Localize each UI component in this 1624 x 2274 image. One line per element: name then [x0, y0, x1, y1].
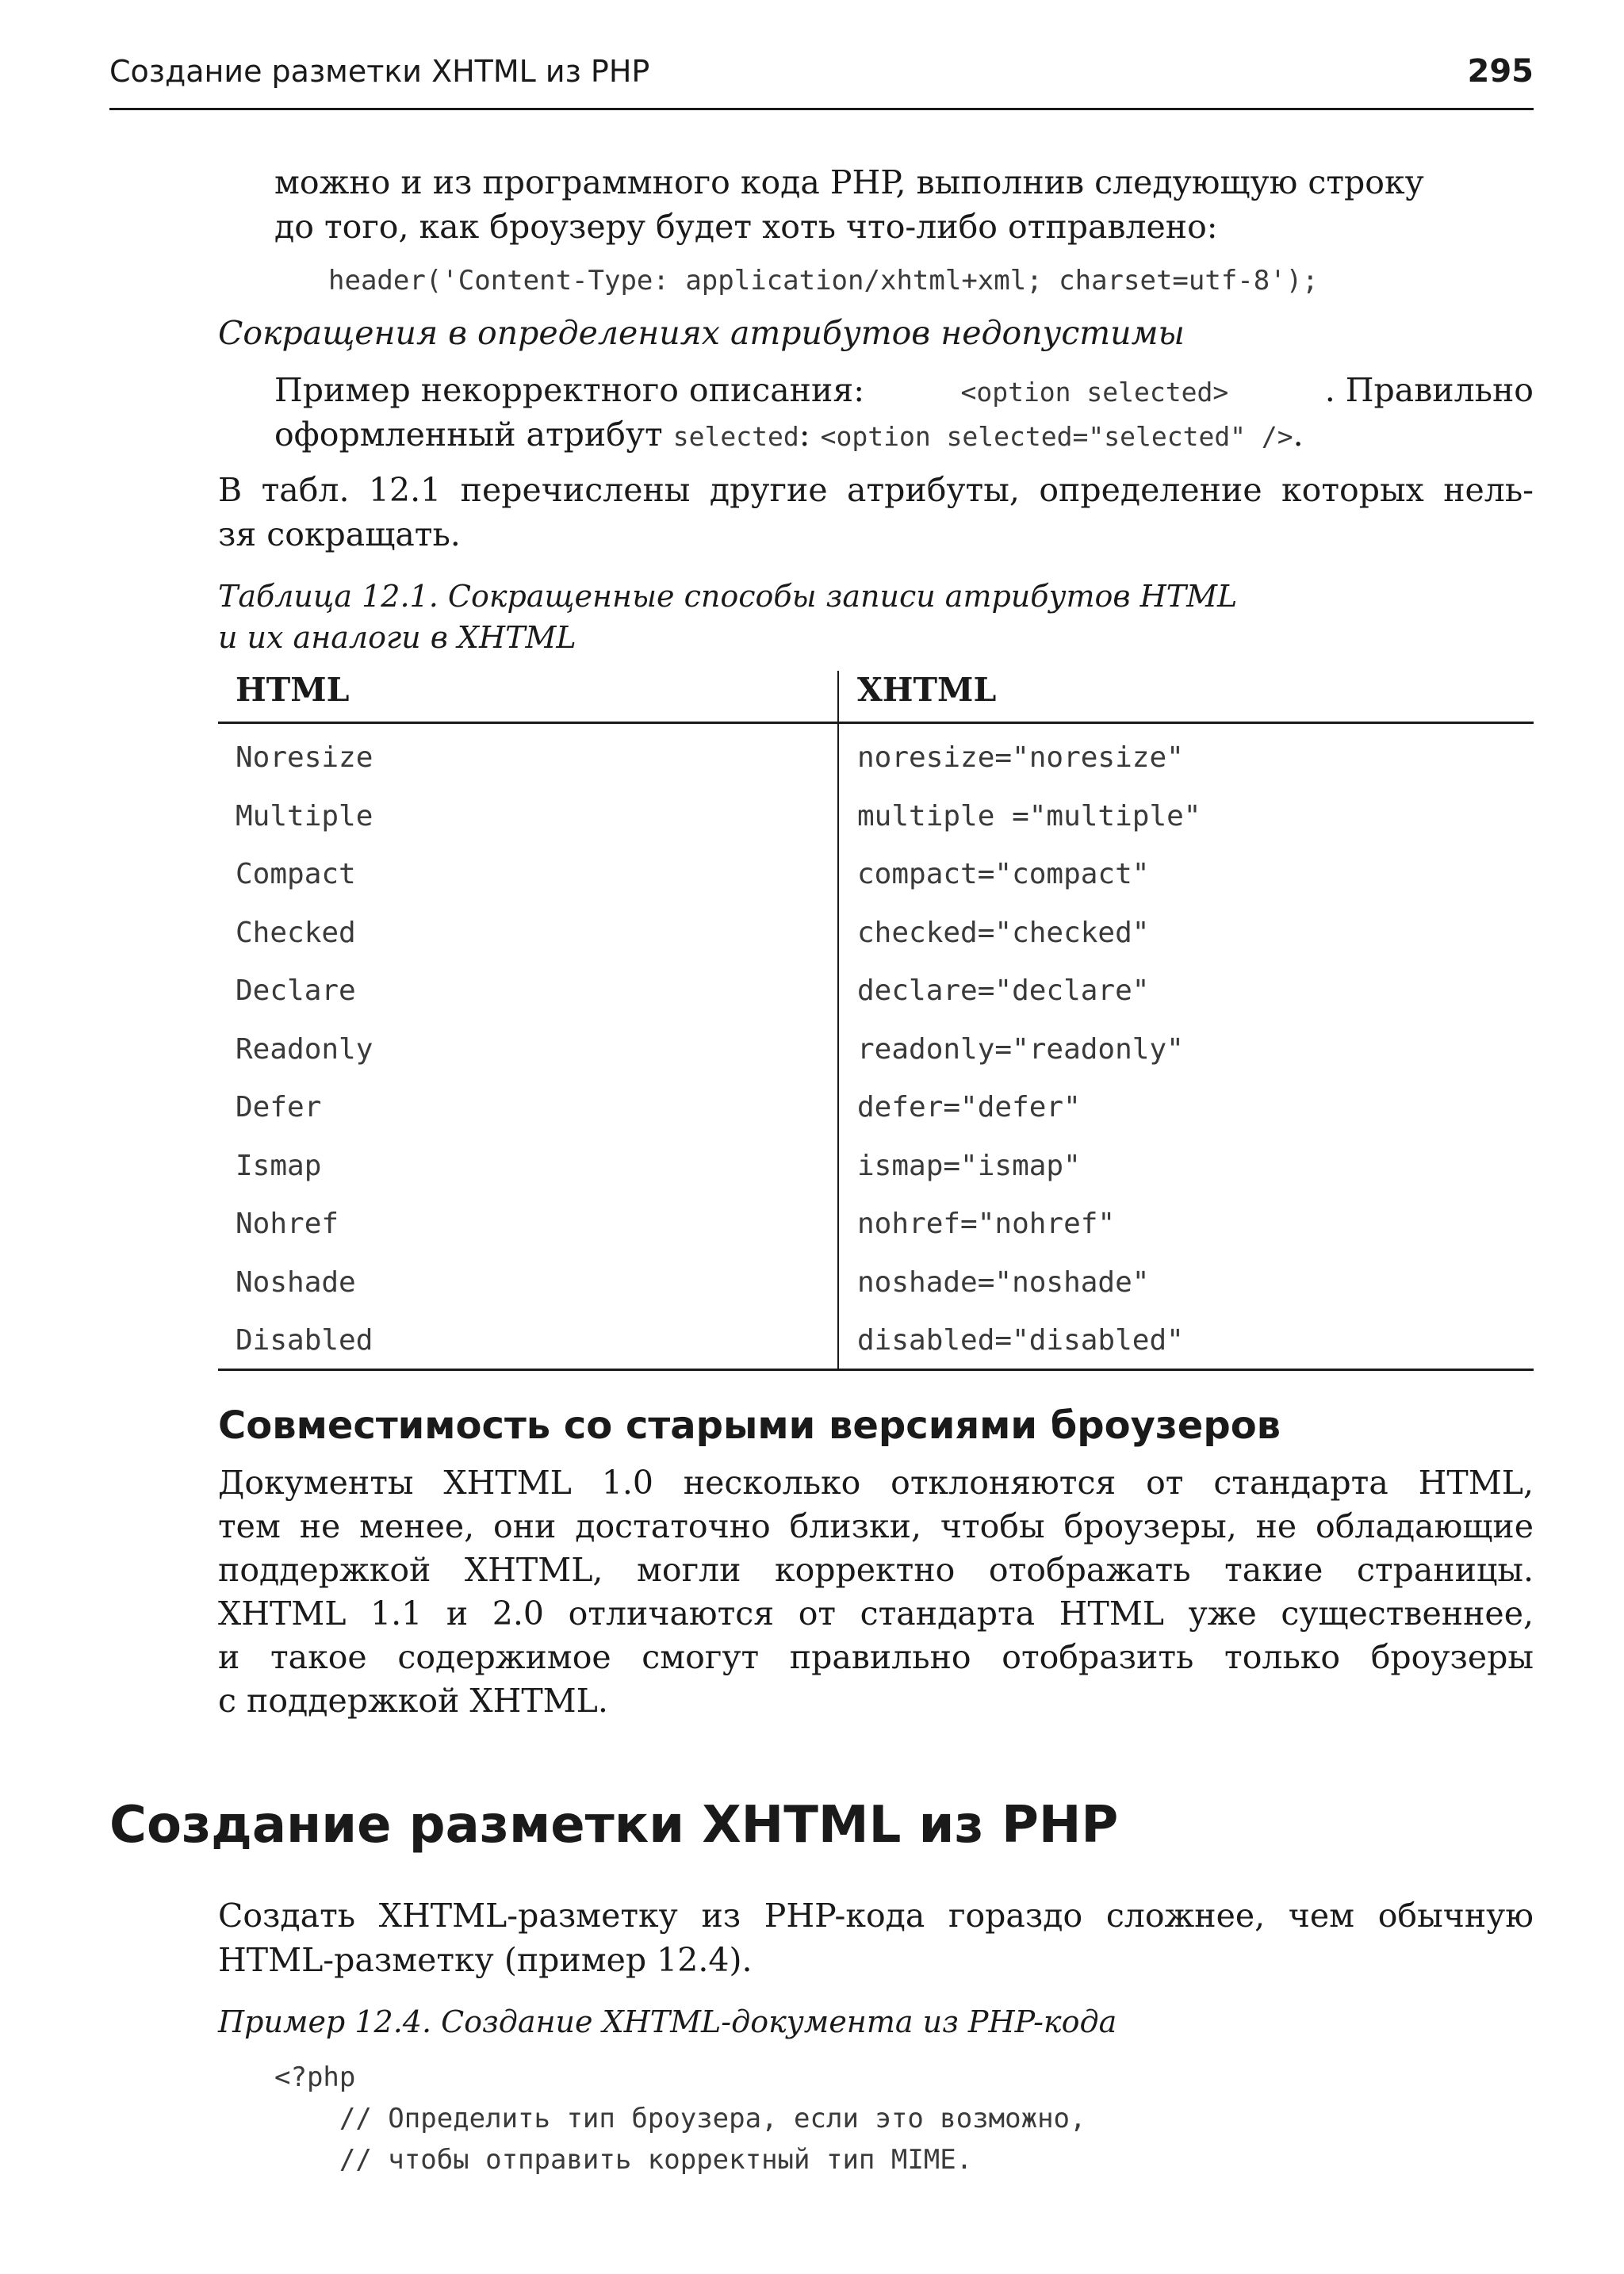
table-cell-html: Checked [236, 916, 356, 949]
table-cell-xhtml: defer="defer" [857, 1091, 1081, 1124]
rule-body-text-4: : [799, 415, 810, 454]
table-cell-html: Ismap [236, 1149, 322, 1182]
rule-body-text-2: . Правильно [1324, 371, 1534, 409]
table-cell-xhtml: noresize="noresize" [857, 741, 1184, 774]
table-cell-xhtml: checked="checked" [857, 916, 1150, 949]
table-cell-html: Multiple [236, 799, 373, 833]
table-bottom-rule [218, 1369, 1534, 1371]
php-section-line-1: Создать XHTML-разметку из PHP-кода гораздо сложнее, чем обычную [218, 1897, 1534, 1935]
rule-heading: Сокращения в определениях атрибутов недопустимы [218, 314, 1185, 352]
compat-line: Документы XHTML 1.0 несколько отклоняются от стандарта HTML, [218, 1464, 1534, 1502]
rule-body-text-1: Пример некорректного описания: [274, 371, 865, 409]
table-caption-line-2: и их аналоги в XHTML [218, 620, 576, 655]
compat-line: XHTML 1.1 и 2.0 отличаются от стандарта HTML уже существеннее, [218, 1594, 1534, 1633]
rule-body-line-1 [274, 368, 1534, 415]
compat-line: поддержкой XHTML, могли корректно отображать такие страницы. [218, 1551, 1534, 1589]
table-header-rule [218, 722, 1534, 724]
table-cell-html: Noshade [236, 1265, 356, 1299]
table-cell-xhtml: noshade="noshade" [857, 1265, 1150, 1299]
table-cell-html: Defer [236, 1091, 322, 1124]
table-cell-html: Readonly [236, 1032, 373, 1066]
table-cell-xhtml: readonly="readonly" [857, 1032, 1184, 1066]
table-caption-line-1: Таблица 12.1. Сокращенные способы записи атрибутов HTML [218, 579, 1238, 614]
example-caption: Пример 12.4. Создание XHTML-документа из PHP-кода [218, 2004, 1117, 2039]
rule-body-text-5: . [1293, 415, 1304, 454]
rule-body-code-2: selected [672, 421, 799, 452]
table-column-divider [837, 671, 839, 1369]
table-cell-xhtml: declare="declare" [857, 974, 1150, 1007]
table-intro-line-2: зя сокращать. [218, 515, 461, 553]
header-code-line: header('Content-Type: application/xhtml+xml; charset=utf-8'); [328, 265, 1319, 297]
code-line: // Определить тип броузера, если это возможно, [274, 2103, 1086, 2134]
compat-line: с поддержкой XHTML. [218, 1682, 608, 1720]
rule-body-line-2 [274, 412, 1534, 459]
compat-line: тем не менее, они достаточно близки, чтобы броузеры, не обладающие [218, 1507, 1534, 1545]
table-intro-line-1: В табл. 12.1 перечислены другие атрибуты, определение которых нель- [218, 471, 1534, 509]
code-line: // чтобы отправить корректный тип MIME. [274, 2144, 973, 2176]
rule-body-code-1: <option selected> [960, 377, 1229, 408]
code-line: <?php [274, 2062, 356, 2093]
php-section-line-2: HTML-разметку (пример 12.4). [218, 1941, 753, 1979]
intro-line-1: можно и из программного кода PHP, выполнив следующую строку [274, 163, 1424, 201]
table-cell-xhtml: nohref="nohref" [857, 1208, 1116, 1240]
table-header-xhtml: XHTML [857, 671, 997, 709]
rule-body-code-3: <option selected="selected" /> [820, 421, 1293, 452]
table-cell-xhtml: ismap="ismap" [857, 1149, 1081, 1182]
compat-section-heading: Совместимость со старыми версиями броузеров [218, 1403, 1281, 1448]
table-cell-html: Nohref [236, 1208, 339, 1240]
running-header-title: Создание разметки XHTML из PHP [109, 54, 650, 89]
php-section-heading: Создание разметки XHTML из PHP [109, 1796, 1119, 1855]
table-cell-html: Noresize [236, 741, 373, 774]
table-cell-html: Compact [236, 858, 356, 890]
running-header [109, 49, 1534, 94]
intro-line-2: до того, как броузеру будет хоть что-либо отправлено: [274, 208, 1218, 246]
table-header-html: HTML [236, 671, 350, 709]
table-cell-xhtml: compact="compact" [857, 858, 1150, 890]
table-cell-xhtml: multiple ="multiple" [857, 799, 1201, 833]
compat-line: и такое содержимое смогут правильно отобразить только броузеры [218, 1638, 1534, 1676]
rule-body-text-3: оформленный атрибут [274, 415, 663, 454]
table-cell-html: Declare [236, 974, 356, 1007]
header-rule [109, 108, 1534, 110]
page-number: 295 [1467, 53, 1534, 90]
table-cell-xhtml: disabled="disabled" [857, 1324, 1184, 1357]
table-cell-html: Disabled [236, 1324, 373, 1357]
